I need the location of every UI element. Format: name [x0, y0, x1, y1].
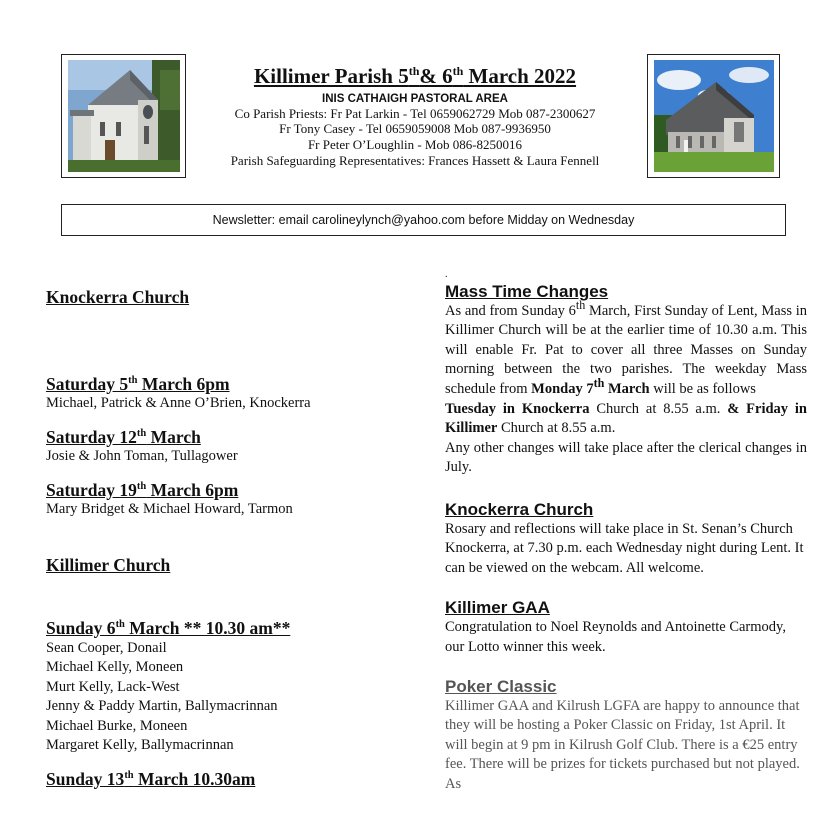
header-line-safeguarding: Parish Safeguarding Representatives: Frances Hassett & Laura Fennell [230, 153, 600, 169]
sunday-13-heading: Sunday 13th March 10.30am [46, 768, 256, 789]
pastoral-area: INIS CATHAIGH PASTORAL AREA [322, 92, 508, 105]
killimer-church-heading: Killimer Church [46, 554, 171, 575]
sunday-6-intention: Jenny & Paddy Martin, Ballymacrinnan [46, 698, 278, 714]
church-photo-right [647, 54, 780, 178]
sunday-6-intention: Michael Burke, Moneen [46, 717, 188, 734]
mass-time-changes-heading: Mass Time Changes [445, 282, 609, 301]
saturday-19-intention: Mary Bridget & Michael Howard, Tarmon [46, 501, 293, 517]
sunday-6-intention: Michael Kelly, Moneen [46, 659, 184, 675]
right-column [445, 270, 807, 795]
header-line-casey: Fr Tony Casey - Tel 0659059008 Mob 087-9936950 [279, 121, 551, 137]
header-line-oloughlin: Fr Peter O’Loughlin - Mob 086-8250016 [307, 137, 523, 153]
church-photo-left [61, 54, 186, 178]
stray-dot: . [445, 269, 448, 280]
left-column [46, 288, 416, 789]
killimer-gaa-text: Congratulation to Noel Reynolds and Antoinette Carmody, our Lotto winner this week. [445, 618, 786, 655]
saturday-12-heading: Saturday 12th March [46, 426, 201, 447]
poker-classic-text: Killimer GAA and Kilrush LGFA are happy to announce that they will be hosting a Poker Classic on Friday, 1st April. It will begin at 9 pm in Kilrush Golf Club. There is a €25 entry fee. There will be prizes for tickets purchased but not played. As [445, 697, 800, 793]
saturday-12-intention: Josie & John Toman, Tullagower [46, 448, 238, 464]
sunday-6-heading: Sunday 6th March ** 10.30 am** [46, 618, 291, 638]
saturday-5-heading: Saturday 5th March 6pm [46, 373, 230, 394]
mass-time-changes-text: As and from Sunday 6th March, First Sunday of Lent, Mass in Killimer Church will be at the earlier time of 10.30 a.m. This will enable Fr. Pat to cover all three Masses on Sunday morning between the two parishes. The weekday Mass schedule from Monday 7th March will be as follows Tuesday in Knockerra Church at 8.55 a.m. & Friday in Killimer Church at 8.55 a.m. Any other changes will take place after the clerical changes in July. [445, 297, 807, 476]
newsletter-email-notice: Newsletter: email carolineylynch@yahoo.com before Midday on Wednesday [61, 204, 786, 236]
newsletter-title: Killimer Parish 5th& 6th March 2022 [253, 64, 577, 88]
church-image-right-icon [654, 60, 774, 172]
knockerra-church-heading: Knockerra Church [46, 287, 190, 307]
sunday-6-intention: Margaret Kelly, Ballymacrinnan [46, 737, 234, 753]
saturday-5-intention: Michael, Patrick & Anne O’Brien, Knockerra [46, 395, 311, 411]
church-image-left-icon [68, 60, 180, 172]
header [190, 64, 640, 169]
knockerra-church-notice-text: Rosary and reflections will take place in St. Senan’s Church Knockerra, at 7.30 p.m. each Wednesday night during Lent. It can be viewed on the webcam. All welcome. [445, 520, 804, 576]
killimer-gaa-heading: Killimer GAA [445, 598, 550, 618]
poker-classic-heading: Poker Classic [445, 677, 557, 697]
knockerra-church-notice-heading: Knockerra Church [445, 499, 594, 519]
sunday-6-intention: Sean Cooper, Donail [46, 639, 167, 656]
header-line-priests: Co Parish Priests: Fr Pat Larkin - Tel 0659062729 Mob 087-2300627 [234, 105, 596, 121]
sunday-6-intention: Murt Kelly, Lack-West [46, 678, 180, 695]
saturday-19-heading: Saturday 19th March 6pm [46, 479, 239, 500]
